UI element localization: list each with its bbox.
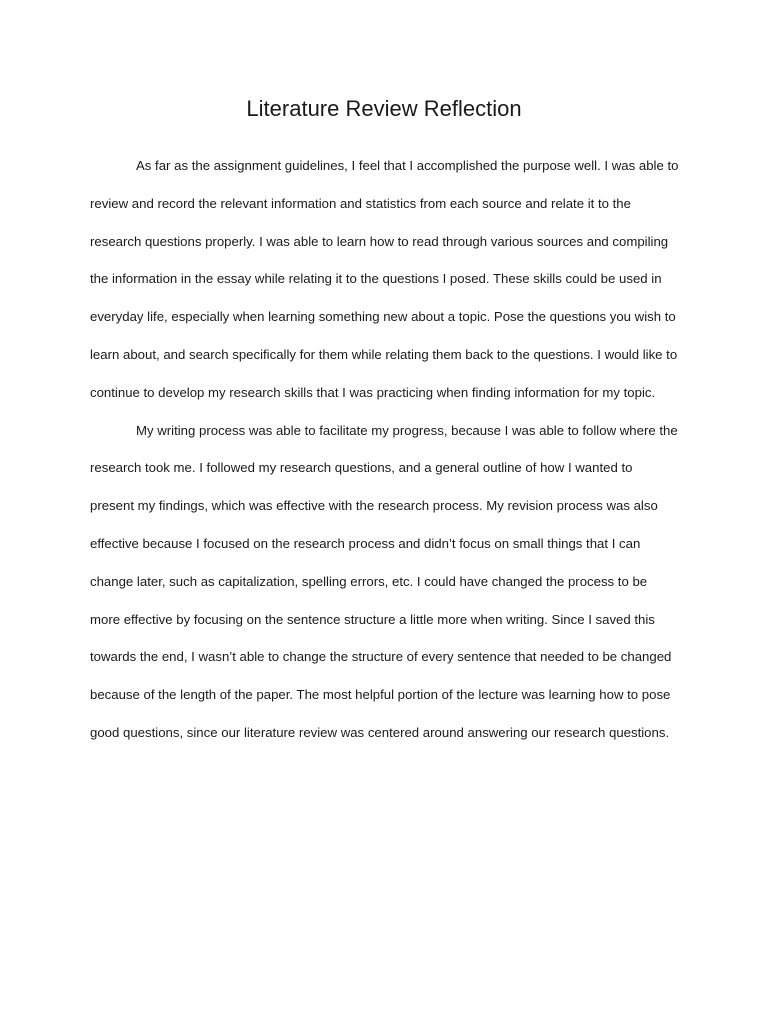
- document-body: [90, 147, 680, 752]
- document-title: Literature Review Reflection: [246, 96, 522, 121]
- paragraph-1: As far as the assignment guidelines, I feel that I accomplished the purpose well. I was able to review and record the relevant information and statistics from each source and relate it to the research questions properly. I was able to learn how to read through various sources and compiling the information in the essay while relating it to the questions I posed. These skills could be used in everyday life, especially when learning something new about a topic. Pose the questions you wish to learn about, and search specifically for them while relating them back to the questions. I would like to continue to develop my research skills that I was practicing when finding information for my topic.: [90, 158, 679, 400]
- paragraph-2: My writing process was able to facilitate my progress, because I was able to follow where the research took me. I followed my research questions, and a general outline of how I wanted to present my findings, which was effective with the research process. My revision process was also effective because I focused on the research process and didn’t focus on small things that I can change later, such as capitalization, spelling errors, etc. I could have changed the process to be more effective by focusing on the sentence structure a little more when writing. Since I saved this towards the end, I wasn’t able to change the structure of every sentence that needed to be changed because of the length of the paper. The most helpful portion of the lecture was learning how to pose good questions, since our literature review was centered around answering our research questions.: [90, 422, 678, 740]
